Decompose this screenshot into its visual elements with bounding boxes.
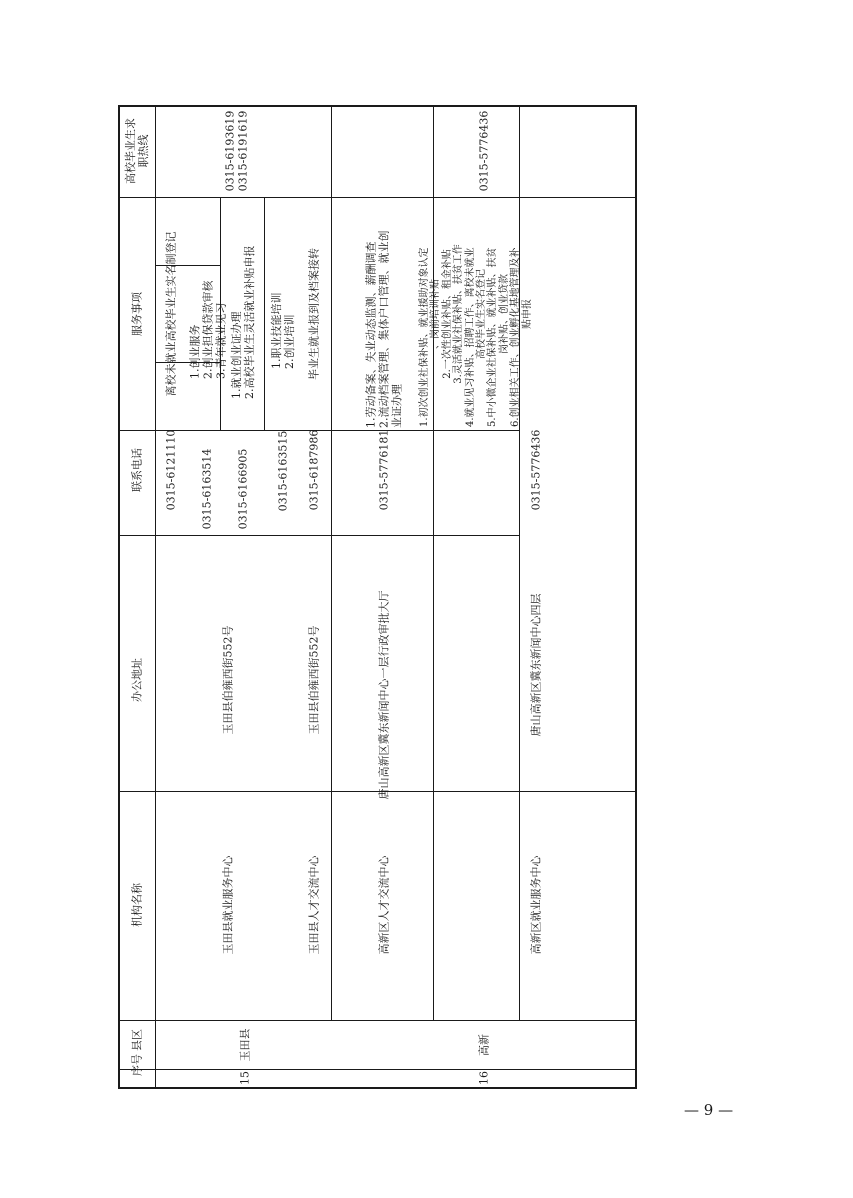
page-number: — 9 — <box>684 1101 734 1119</box>
header-service: 服务事项 <box>130 292 144 336</box>
org-name-yutian-employment: 玉田县就业服务中心 <box>221 855 235 955</box>
header-address: 办公地址 <box>130 658 144 702</box>
column-line <box>155 105 156 1089</box>
row-line <box>118 197 637 198</box>
org-address-yutian-talent: 玉田县伯雍西街552号 <box>307 625 321 735</box>
header-hotline: 高校毕业生求职热线 <box>124 118 150 184</box>
row-seq-15: 15 <box>238 1071 252 1085</box>
org-address-gaoxin-employment: 唐山高新区冀东新闻中心四层 <box>529 593 543 737</box>
row-county-yutian: 玉田县 <box>238 1028 252 1062</box>
header-seq: 序号 <box>130 1054 144 1076</box>
phone-cell: 0315-6187986 <box>307 429 321 511</box>
org-name-yutian-talent: 玉田县人才交流中心 <box>307 855 321 955</box>
org-name-gaoxin-employment: 高新区就业服务中心 <box>529 855 543 955</box>
row-hotline-16: 0315-5776436 <box>477 110 491 192</box>
row-hotline-15-a: 0315-6193619 <box>223 110 237 192</box>
header-county: 县区 <box>130 1029 144 1051</box>
org-address-gaoxin-talent: 唐山高新区冀东新闻中心一层行政审批大厅 <box>377 590 391 800</box>
row-line <box>118 1069 637 1070</box>
table-border-bottom <box>118 1087 637 1089</box>
phone-cell: 0315-5776436 <box>529 429 543 511</box>
service-cell: 离校未就业高校毕业生实名制登记 <box>164 231 178 397</box>
service-cell: 1.就业创业证办理 2.高校毕业生灵活就业补贴申报 <box>230 245 256 399</box>
service-cell: 1.劳动备案、失业动态监测、薪酬调查 2.流动档案管理、集体户口管理、就业创 业证办理 <box>364 230 404 428</box>
org-address-yutian-employment: 玉田县伯雍西街552号 <box>221 625 235 735</box>
service-cell: 1.创业服务 2.创业担保贷款审核 3.青年就业见习 <box>188 280 228 379</box>
row-seq-16: 16 <box>477 1071 491 1085</box>
row-line <box>118 535 519 536</box>
table-border-left <box>118 105 120 1089</box>
phone-cell: 0315-6166905 <box>236 448 250 530</box>
row-hotline-15-b: 0315-6191619 <box>236 110 250 192</box>
service-cell: 毕业生就业报到及档案接转 <box>307 248 321 380</box>
header-phone: 联系电话 <box>130 448 144 492</box>
service-cell: 1.初次创业社保补贴、就业援助对象认定 、岗前培训补贴 2.一次性创业补贴、租金补贴 3.灵活就业社保补贴、扶贫工作 4.就业见习补贴、招聘工作、离校未就业 高校毕业生实名登记 5.中小微企业社保补贴、就业补贴、扶贫 岗补贴、创业贷款 6.创业相关工作、创业孵化基地管理及补 贴申报 <box>418 244 533 427</box>
phone-cell: 0315-5776181 <box>377 429 391 511</box>
phone-cell: 0315-6163514 <box>200 448 214 530</box>
header-org: 机构名称 <box>130 883 144 927</box>
phone-cell: 0315-6163515 <box>276 430 290 512</box>
service-directory-table <box>118 105 637 1089</box>
service-cell: 1.职业技能培训 2.创业培训 <box>270 292 296 369</box>
column-line <box>331 105 332 1021</box>
org-name-gaoxin-talent: 高新区人才交流中心 <box>377 855 391 955</box>
phone-cell: 0315-6121110 <box>164 429 178 511</box>
row-line <box>118 1020 637 1021</box>
row-county-gaoxin: 高新 <box>477 1034 491 1056</box>
sub-column-line <box>264 197 265 430</box>
table-border-right <box>635 105 637 1089</box>
table-border-top <box>118 105 637 107</box>
